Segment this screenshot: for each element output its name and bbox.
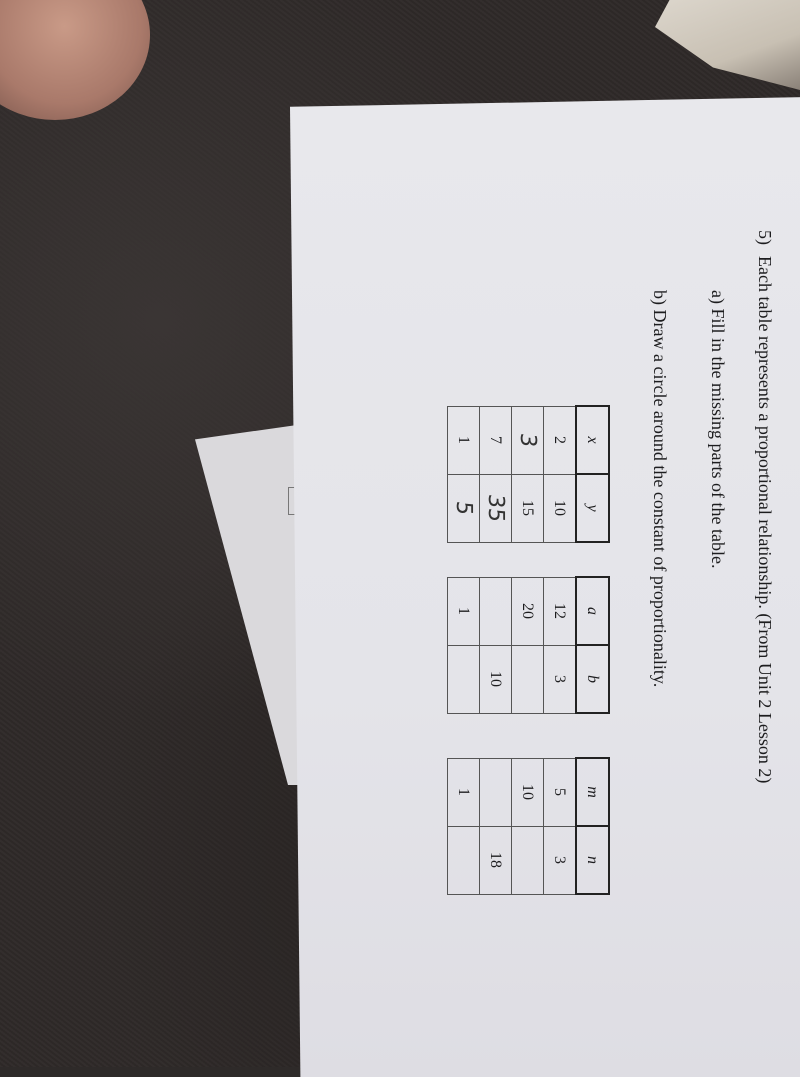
- table-cell: 12: [544, 577, 577, 645]
- table-header-n: n: [576, 826, 609, 894]
- handwritten-cell: 3: [512, 406, 544, 474]
- table-cell: [480, 758, 512, 826]
- table-cell: [448, 645, 480, 713]
- table-cell: 20: [512, 577, 544, 645]
- table-header-b: b: [576, 645, 609, 713]
- table-header-y: y: [576, 474, 609, 542]
- table-cell: 10: [512, 758, 544, 826]
- question-text: Each table represents a proportional relationship. (From Unit 2 Lesson 2): [755, 256, 775, 784]
- table-cell: [448, 826, 480, 894]
- table-cell: [512, 645, 544, 713]
- part-a-text: a) Fill in the missing parts of the table.: [708, 290, 728, 569]
- table-cell: 18: [480, 826, 512, 894]
- table-row: [480, 406, 512, 542]
- table-cell: 3: [544, 645, 577, 713]
- table-row: [544, 577, 577, 713]
- table-row: [512, 758, 544, 894]
- table-row: [480, 577, 512, 713]
- part-b-text: b) Draw a circle around the constant of proportionality.: [650, 290, 670, 688]
- table-mn: [447, 757, 610, 895]
- table-cell: [480, 577, 512, 645]
- table-cell: 1: [448, 406, 480, 474]
- table-cell: 10: [544, 474, 577, 542]
- table-xy: [447, 405, 610, 543]
- handwritten-cell: 5: [448, 474, 480, 542]
- table-cell: 15: [512, 474, 544, 542]
- table-row: [448, 406, 480, 542]
- handwritten-cell: 35: [480, 474, 512, 542]
- table-cell: 2: [544, 406, 577, 474]
- table-header-a: a: [576, 577, 609, 645]
- table-header-m: m: [576, 758, 609, 826]
- table-row: [448, 758, 480, 894]
- table-row: [448, 577, 480, 713]
- table-row: [544, 406, 577, 542]
- table-ab: [447, 576, 610, 714]
- table-row: [480, 758, 512, 894]
- table-cell: 7: [480, 406, 512, 474]
- question-number: 5): [755, 230, 775, 245]
- table-header-x: x: [576, 406, 609, 474]
- table-row: [512, 577, 544, 713]
- table-row: [512, 406, 544, 542]
- table-cell: [512, 826, 544, 894]
- table-cell: 10: [480, 645, 512, 713]
- table-cell: 1: [448, 758, 480, 826]
- table-row: [544, 758, 577, 894]
- table-cell: 5: [544, 758, 577, 826]
- table-cell: 1: [448, 577, 480, 645]
- table-cell: 3: [544, 826, 577, 894]
